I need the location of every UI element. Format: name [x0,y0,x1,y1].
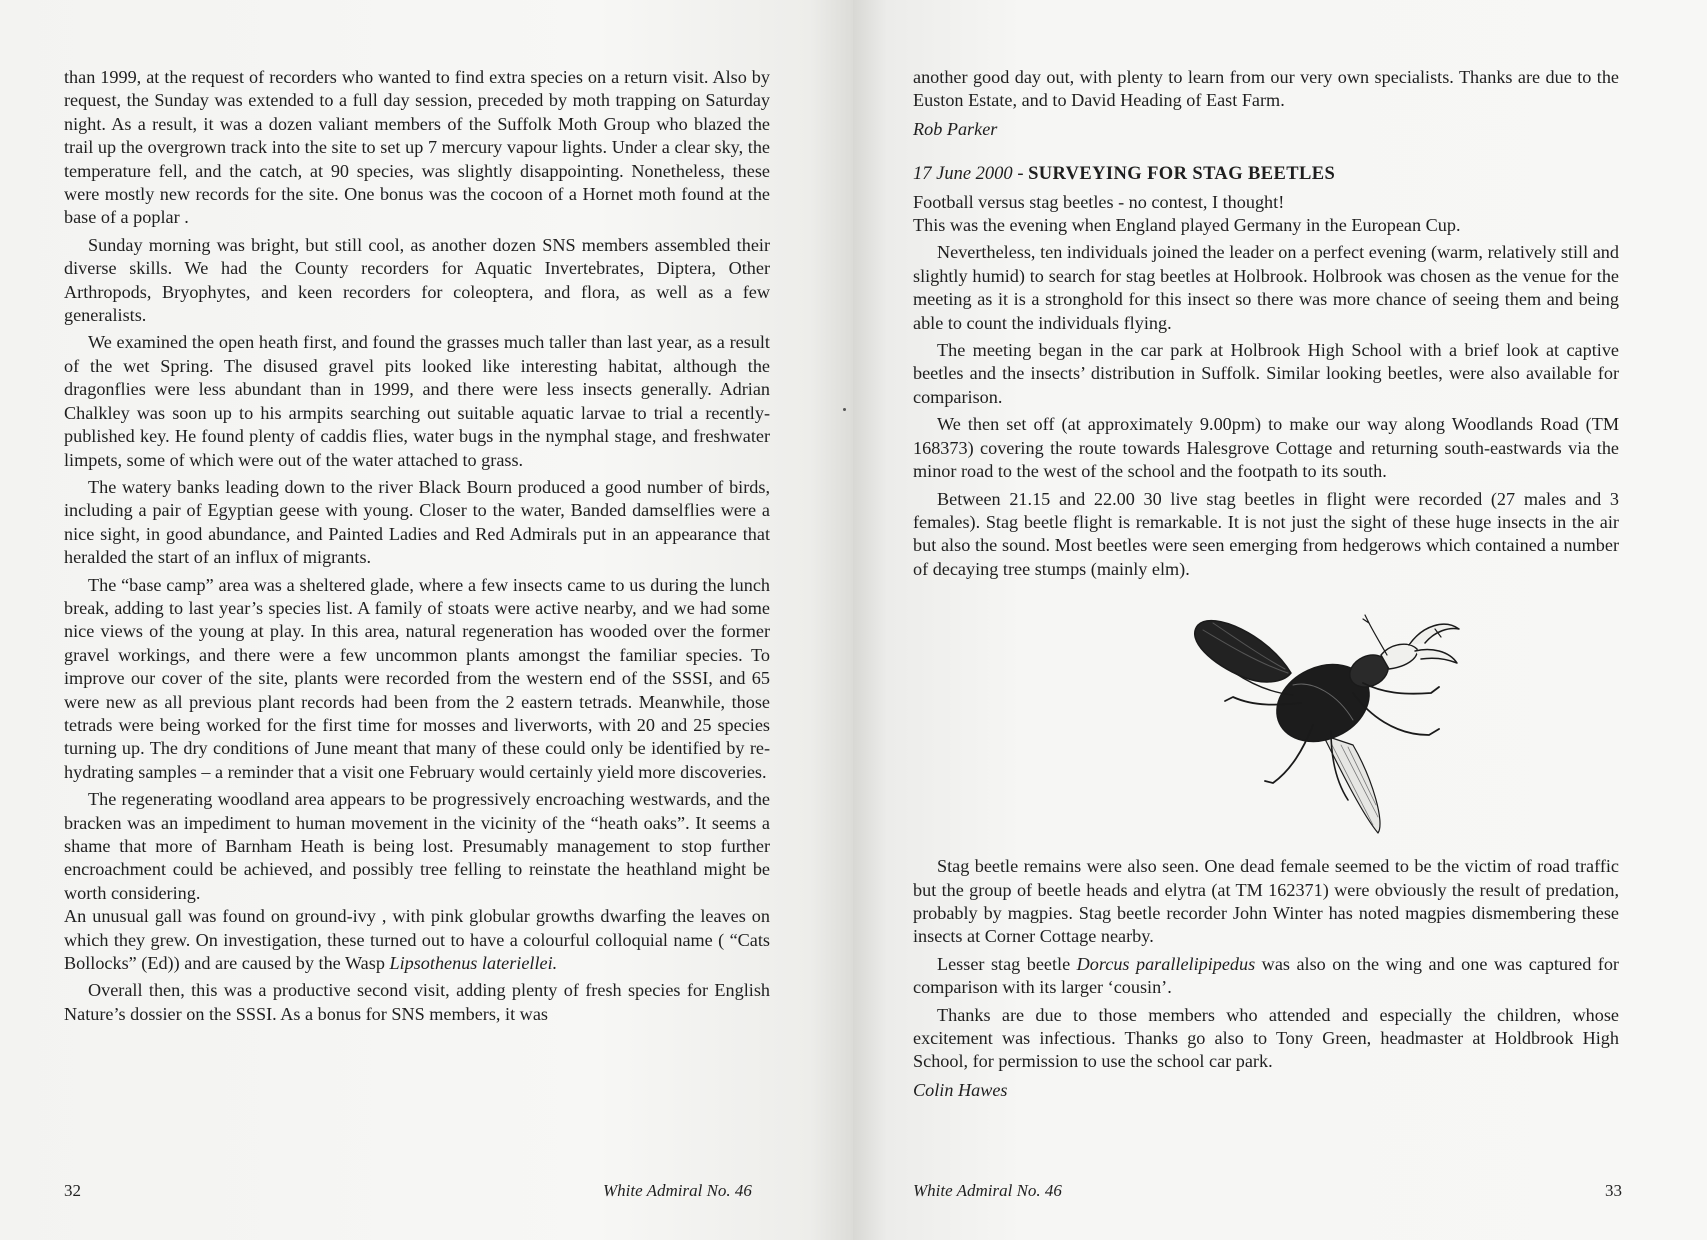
heading-title: SURVEYING FOR STAG BEETLES [1028,164,1336,185]
paragraph: than 1999, at the request of recorders who wanted to find extra species on a return visit. Also by request, the Sunday was extended to a full day session, preceded by moth trapping on Saturday night. As a result, it was a dozen valiant members of the Suffolk Moth Group who blazed the trail up the overgrown track into the site to set up 7 mercury vapour lights. Under a clear sky, the temperature fell, and the catch, at 90 species, was slightly disappointing. Nonetheless, these were mostly new records for the site. One bonus was the cocoon of a Hornet moth found at the base of a poplar . [64,67,770,228]
signature: Colin Hawes [913,1079,1008,1100]
gall-paragraph [64,905,770,975]
paragraph: We then set off (at approximately 9.00pm) to make our way along Woodlands Road (TM 168373) covering the route towards Halesgrove Cottage and returning south-eastwards via the minor road to the west of the school and the footpath to its south. [913,414,1619,482]
right-text-column [913,66,1624,1102]
paragraph: The regenerating woodland area appears to be progressively encroaching westwards, and the bracken was an impediment to human movement in the vicinity of the “heath oaks”. It seems a shame that more of Barnham Heath is being lost. Presumably management to stop further encroachment could be achieved, and possibly tree felling to reinstate the heathland might be worth considering. [64,789,770,903]
scan-mark [843,408,846,411]
intro-line: Football versus stag beetles - no contest, I thought! [913,191,1285,212]
intro-line: This was the evening when England played Germany in the European Cup. [913,215,1461,236]
magazine-title-left: White Admiral No. 46 [603,1181,752,1200]
signature: Rob Parker [913,118,998,139]
paragraph: The meeting began in the car park at Holbrook High School with a brief look at captive beetles and the insects’ distribution in Suffolk. Similar looking beetles, were also available for comparison. [913,340,1619,407]
gall-species: Lipsothenus lateriellei. [389,953,558,974]
left-text-column [64,66,770,1030]
paragraph: Thanks are due to those members who attended and especially the children, whose excitement was infectious. Thanks go also to Tony Green, headmaster at Holdbrook High School, for permission to use the school car park. [913,1004,1619,1072]
lesser-stag-paragraph [913,953,1624,1000]
paragraph: another good day out, with plenty to learn from our very own specialists. Thanks are due to the Euston Estate, and to David Heading of East Farm. [913,67,1619,111]
magazine-title-right: White Admiral No. 46 [913,1181,1062,1200]
lesser-suffix: was also on the wing and one was captured for comparison with its larger ‘cousin’. [913,953,1624,998]
left-page [0,0,853,1240]
flying-stag-beetle-icon [1173,585,1473,847]
illustration [913,585,1619,847]
page-number-left: 32 [64,1181,81,1200]
paragraph: Nevertheless, ten individuals joined the leader on a perfect evening (warm, relatively still and slightly humid) to search for stag beetles at Holbrook. Holbrook was chosen as the venue for the meeting as it is a stronghold for this insect so there was more chance of seeing them and being able to count the individuals flying. [913,242,1619,333]
paragraph: We examined the open heath first, and found the grasses much taller than last year, as a result of the wet Spring. The disused gravel pits looked like interesting habitat, although the dragonflies were less abundant than in 1999, and there were less insects generally. Adrian Chalkley was soon up to his armpits searching out suitable aquatic larvae to trial a recently-published key. He found plenty of caddis flies, water bugs in the nymphal stage, and freshwater limpets, some of which were out of the water attached to grass. [64,332,770,470]
paragraph: Between 21.15 and 22.00 30 live stag beetles in flight were recorded (27 males and 3 females). Stag beetle flight is remarkable. It is not just the sight of these huge insects in the air but also the sound. Most beetles were seen emerging from hedgerows which contained a number of decaying tree stumps (mainly elm). [913,488,1619,579]
paragraph: Stag beetle remains were also seen. One dead female seemed to be the victim of road traffic but the group of beetle heads and elytra (at TM 162371) were obviously the result of predation, probably by magpies. Stag beetle recorder John Winter has noted magpies dismembering these insects at Corner Cottage nearby. [913,856,1619,947]
gall-text: An unusual gall was found on ground-ivy , with pink globular growths dwarfing the leaves on which they grew. On investigation, these turned out to have a colourful colloquial name ( “Cats Bollocks” (Ed)) and are caused by the Wasp [64,906,770,974]
paragraph: Overall then, this was a productive second visit, adding plenty of fresh species for English Nature’s dossier on the SSSI. As a bonus for SNS members, it was [64,980,770,1024]
paragraph: Sunday morning was bright, but still cool, as another dozen SNS members assembled their diverse skills. We had the County recorders for Aquatic Invertebrates, Diptera, Other Arthropods, Bryophytes, and keen recorders for coleoptera, and flora, as well as a few generalists. [64,234,770,326]
paragraph: The “base camp” area was a sheltered glade, where a few insects came to us during the lunch break, adding to last year’s species list. A family of stoats were active nearby, and we had some nice views of the young at play. In this area, natural regeneration has wooded over the former gravel workings, and there were a few uncommon plants amongst the familiar species. To improve our cover of the site, plants were recorded from the western end of the SSSI, and 65 were new as all previous plant records had been from the 2 eastern tetrads. Meanwhile, those tetrads were being worked for the first time for mosses and liverworts, with 20 and 25 species turning up. The dry conditions of June meant that many of these could only be identified by re-hydrating samples – a reminder that a visit one February would certainly yield more discoveries. [64,574,770,782]
paragraph: The watery banks leading down to the river Black Bourn produced a good number of birds, including a pair of Egyptian geese with young. Closer to the water, Banded damselflies were a nice sight, in good abundance, and Painted Ladies and Red Admirals put in an appearance that heralded the start of an influx of migrants. [64,476,770,568]
heading-date: 17 June 2000 [913,164,1013,185]
heading-separator: - [1012,164,1029,185]
section-heading [913,163,1619,186]
lesser-species: Dorcus parallelipipedus [1076,953,1256,974]
page-number-right: 33 [1605,1181,1622,1200]
lesser-prefix: Lesser stag beetle [937,953,1077,974]
right-page [853,0,1707,1240]
